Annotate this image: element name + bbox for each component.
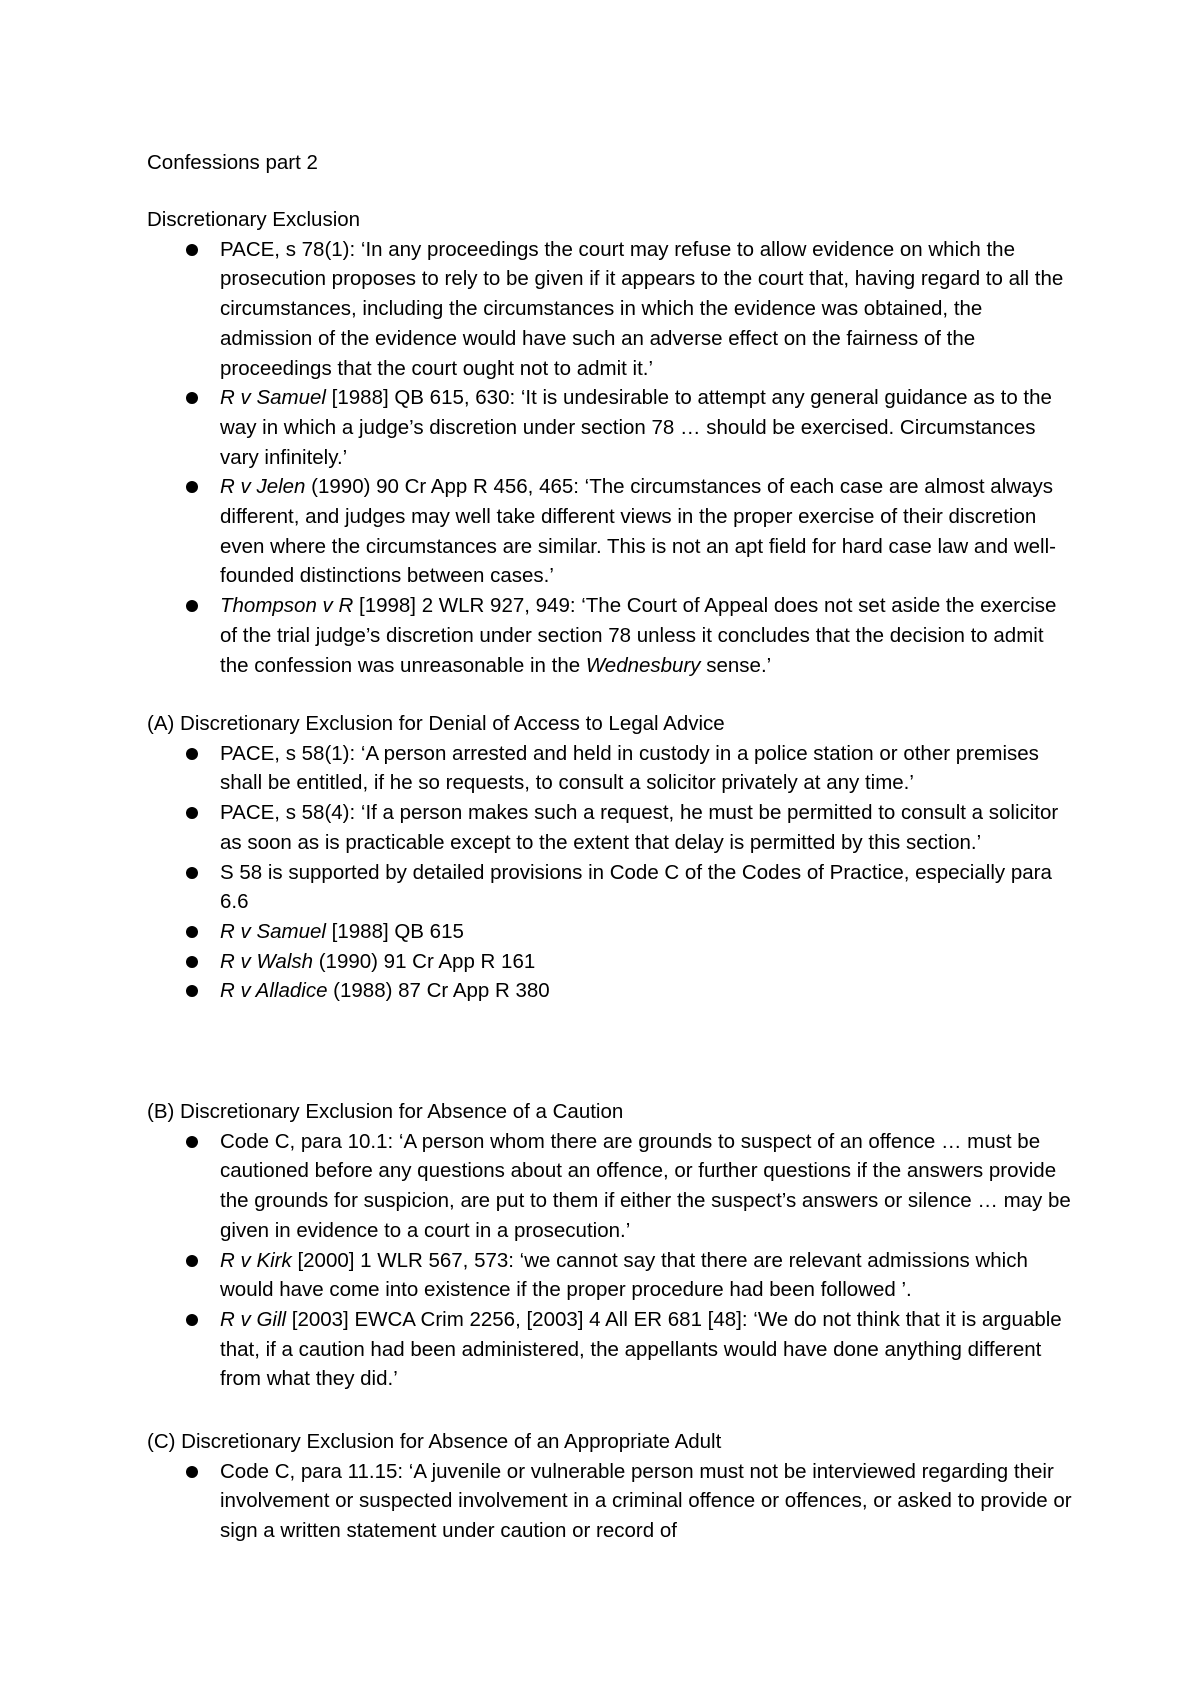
section-heading: (B) Discretionary Exclusion for Absence of a Caution bbox=[147, 1100, 624, 1123]
bullet-list bbox=[147, 739, 1077, 1006]
item-text: [1988] QB 615, 630: ‘It is undesirable to attempt any general guidance as to the way in which a judge’s discretion under section 78 … should be exercised. Circumstances vary infinitely.’ bbox=[220, 386, 1052, 469]
bullet-icon bbox=[186, 1136, 198, 1148]
section-heading: (C) Discretionary Exclusion for Absence of an Appropriate Adult bbox=[147, 1430, 722, 1453]
bullet-icon bbox=[186, 481, 198, 493]
item-text: (1988) 87 Cr App R 380 bbox=[327, 979, 550, 1003]
item-text: [1998] 2 WLR 927, 949: ‘The Court of Appeal does not set aside the exercise of the trial judge’s discretion under section 78 unless it concludes that the decision to admit the confession was unreasonable in the bbox=[220, 594, 1057, 677]
bullet-icon bbox=[186, 244, 198, 256]
list-item bbox=[147, 235, 1077, 384]
section-heading: (A) Discretionary Exclusion for Denial of Access to Legal Advice bbox=[147, 712, 725, 735]
bullet-icon bbox=[186, 1255, 198, 1267]
bullet-list bbox=[147, 235, 1077, 681]
bullet-icon bbox=[186, 807, 198, 819]
case-name: R v Alladice bbox=[220, 979, 328, 1003]
case-name: Thompson v R bbox=[220, 594, 354, 618]
case-name: R v Gill bbox=[220, 1307, 287, 1331]
item-text: (1990) 90 Cr App R 456, 465: ‘The circumstances of each case are almost always different, and judges may well take different views in the proper exercise of their discretion even where the circumstances are similar. This is not an apt field for hard case law and well-founded distinctions between cases.’ bbox=[220, 475, 1056, 588]
list-item bbox=[147, 591, 1077, 680]
list-item bbox=[147, 472, 1077, 591]
case-name: R v Samuel bbox=[220, 386, 326, 410]
section bbox=[147, 1097, 1077, 1394]
section bbox=[147, 205, 1077, 680]
bullet-icon bbox=[186, 926, 198, 938]
item-text: sense.’ bbox=[700, 653, 772, 677]
list-item bbox=[147, 383, 1077, 472]
item-text: [2003] EWCA Crim 2256, [2003] 4 All ER 681 [48]: ‘We do not think that it is arguable that, if a caution had been administered, the appellants would have done anything different from what they did.’ bbox=[220, 1307, 1062, 1391]
item-text: Code C, para 10.1: ‘A person whom there are grounds to suspect of an offence … must be cautioned before any questions about an offence, or further questions if the answers provide the grounds for suspicion, are put to them if either the suspect’s answers or silence … may be given in evidence to a court in a prosecution.’ bbox=[220, 1129, 1071, 1242]
case-name: R v Walsh bbox=[220, 949, 314, 973]
bullet-icon bbox=[186, 392, 198, 404]
bullet-list bbox=[147, 1457, 1077, 1546]
item-text: PACE, s 58(4): ‘If a person makes such a request, he must be permitted to consult a solicitor as soon as is practicable except to the extent that delay is permitted by this section.’ bbox=[220, 801, 1059, 854]
case-name: Wednesbury bbox=[585, 653, 701, 677]
document-title: Confessions part 2 bbox=[147, 151, 318, 174]
bullet-icon bbox=[186, 867, 198, 879]
case-name: R v Kirk bbox=[220, 1248, 292, 1272]
section bbox=[147, 709, 1077, 1006]
item-text: S 58 is supported by detailed provisions in Code C of the Codes of Practice, especially para 6.6 bbox=[220, 860, 1052, 914]
bullet-list bbox=[147, 1127, 1077, 1394]
section-heading: Discretionary Exclusion bbox=[147, 208, 361, 231]
list-item bbox=[147, 858, 1077, 917]
case-name: R v Samuel bbox=[220, 919, 326, 943]
list-item bbox=[147, 917, 1077, 947]
item-text: PACE, s 58(1): ‘A person arrested and held in custody in a police station or other premises shall be entitled, if he so requests, to consult a solicitor privately at any time.’ bbox=[220, 741, 1039, 795]
item-text: (1990) 91 Cr App R 161 bbox=[313, 949, 536, 973]
list-item bbox=[147, 1457, 1077, 1546]
bullet-icon bbox=[186, 600, 198, 612]
bullet-icon bbox=[186, 985, 198, 997]
list-item bbox=[147, 1305, 1077, 1394]
bullet-icon bbox=[186, 1314, 198, 1326]
list-item bbox=[147, 739, 1077, 798]
list-item bbox=[147, 947, 1077, 977]
list-item bbox=[147, 1127, 1077, 1246]
bullet-icon bbox=[186, 1466, 198, 1478]
list-item bbox=[147, 1246, 1077, 1305]
list-item bbox=[147, 976, 1077, 1006]
section bbox=[147, 1427, 1077, 1546]
bullet-icon bbox=[186, 956, 198, 968]
item-text: [1988] QB 615 bbox=[325, 919, 464, 943]
case-name: R v Jelen bbox=[220, 475, 306, 499]
item-text: PACE, s 78(1): ‘In any proceedings the court may refuse to allow evidence on which the prosecution proposes to rely to be given if it appears to the court that, having regard to all the circumstances, including the circumstances in which the evidence was obtained, the admission of the evidence would have such an adverse effect on the fairness of the proceedings that the court ought not to admit it.’ bbox=[220, 237, 1064, 380]
item-text: Code C, para 11.15: ‘A juvenile or vulnerable person must not be interviewed regarding their involvement or suspected involvement in a criminal offence or offences, or asked to provide or sign a written statement under caution or record of bbox=[220, 1459, 1072, 1543]
item-text: [2000] 1 WLR 567, 573: ‘we cannot say that there are relevant admissions which would have come into existence if the proper procedure had been followed ’. bbox=[220, 1248, 1028, 1302]
bullet-icon bbox=[186, 748, 198, 760]
list-item bbox=[147, 798, 1077, 857]
